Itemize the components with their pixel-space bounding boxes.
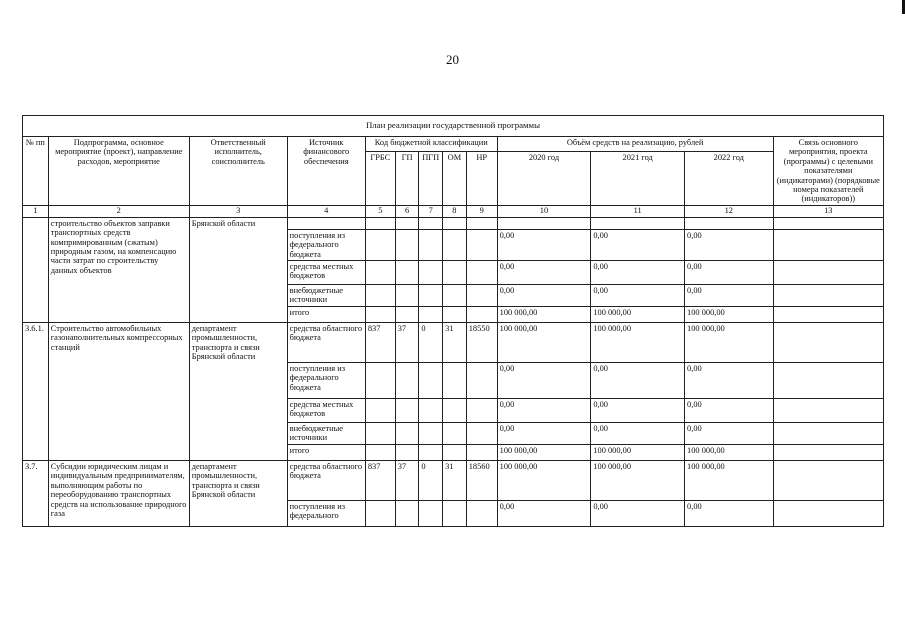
nr-cell [466,501,497,527]
pgp-cell [419,261,443,285]
responsible-cell: департамент промышленности, транспорта и связи Брянской области [189,323,287,461]
grbs-cell [365,399,395,423]
nr-cell [466,423,497,445]
grbs-cell [365,445,395,461]
nr-cell: 18560 [466,461,497,501]
source-cell: поступления из федерального бюджета [287,229,365,260]
pgp-cell [419,217,443,229]
amount-2020-cell: 100 000,00 [497,445,591,461]
indicator-link-cell [773,399,883,423]
om-cell [443,285,467,307]
pgp-cell [419,399,443,423]
pgp-cell [419,363,443,399]
pgp-cell [419,423,443,445]
header-no: № пп [23,137,49,206]
source-cell: поступления из федерального [287,501,365,527]
header-nr: НР [466,151,497,205]
amount-2022-cell: 100 000,00 [685,323,774,363]
om-cell: 31 [443,323,467,363]
amount-2021-cell: 100 000,00 [591,445,685,461]
header-link: Связь основного мероприятия, проекта (программы) с целевыми показателями (индикаторами) (порядковые номера показателей (индикаторов)) [773,137,883,206]
amount-2022-cell: 0,00 [685,501,774,527]
column-number-row [23,205,884,217]
indicator-link-cell [773,461,883,501]
indicator-link-cell [773,501,883,527]
column-number: 11 [591,205,685,217]
grbs-cell [365,307,395,323]
header-pgp: ПГП [419,151,443,205]
om-cell [443,399,467,423]
pgp-cell [419,445,443,461]
responsible-cell: Брянской области [189,217,287,322]
amount-2021-cell: 0,00 [591,363,685,399]
amount-2021-cell: 0,00 [591,229,685,260]
table-body [23,217,884,526]
nr-cell [466,285,497,307]
gp-cell [395,363,419,399]
amount-2021-cell: 0,00 [591,423,685,445]
amount-2020-cell: 100 000,00 [497,307,591,323]
indicator-link-cell [773,423,883,445]
nr-cell [466,307,497,323]
responsible-cell: департамент промышленности, транспорта и связи Брянской области [189,461,287,527]
source-cell: итого [287,307,365,323]
gp-cell [395,229,419,260]
amount-2022-cell: 0,00 [685,423,774,445]
table-row [23,323,884,363]
column-number: 7 [419,205,443,217]
amount-2020-cell: 0,00 [497,399,591,423]
amount-2022-cell: 100 000,00 [685,445,774,461]
column-number: 10 [497,205,591,217]
amount-2022-cell: 0,00 [685,285,774,307]
amount-2020-cell: 0,00 [497,363,591,399]
column-number: 2 [48,205,189,217]
indicator-link-cell [773,285,883,307]
grbs-cell [365,229,395,260]
header-grbs: ГРБС [365,151,395,205]
column-number: 5 [365,205,395,217]
column-number: 13 [773,205,883,217]
grbs-cell: 837 [365,461,395,501]
amount-2020-cell: 0,00 [497,423,591,445]
header-gp: ГП [395,151,419,205]
amount-2020-cell: 0,00 [497,285,591,307]
amount-2021-cell: 0,00 [591,399,685,423]
program-plan-table [22,115,884,527]
column-number: 6 [395,205,419,217]
header-2022: 2022 год [685,151,774,205]
amount-2020-cell: 0,00 [497,501,591,527]
header-source: Источник финансового обеспечения [287,137,365,206]
column-number: 4 [287,205,365,217]
indicator-link-cell [773,363,883,399]
header-subprogram: Подпрограмма, основное мероприятие (проект), направление расходов, мероприятие [48,137,189,206]
om-cell [443,363,467,399]
gp-cell [395,423,419,445]
pgp-cell [419,285,443,307]
gp-cell: 37 [395,323,419,363]
column-number: 1 [23,205,49,217]
page-number: 20 [446,52,459,67]
amount-2021-cell: 100 000,00 [591,307,685,323]
grbs-cell [365,285,395,307]
measure-name-cell: строительство объектов заправки транспортных средств компримированным (сжатым) природным газом, на компенсацию части затрат по строительству данных объектов [48,217,189,322]
nr-cell [466,363,497,399]
indicator-link-cell [773,323,883,363]
indicator-link-cell [773,261,883,285]
om-cell [443,229,467,260]
header-om: ОМ [443,151,467,205]
row-number-cell [23,217,49,322]
column-number: 12 [685,205,774,217]
row-number-cell: 3.6.1. [23,323,49,461]
amount-2020-cell: 100 000,00 [497,461,591,501]
gp-cell [395,285,419,307]
table-title: План реализации государственной программы [23,116,884,137]
table-row [23,217,884,229]
amount-2020-cell [497,217,591,229]
om-cell [443,423,467,445]
gp-cell [395,307,419,323]
nr-cell [466,261,497,285]
om-cell [443,445,467,461]
pgp-cell: 0 [419,323,443,363]
pgp-cell: 0 [419,461,443,501]
indicator-link-cell [773,307,883,323]
measure-name-cell: Строительство автомобильных газонаполнительных компрессорных станций [48,323,189,461]
pgp-cell [419,307,443,323]
gp-cell [395,445,419,461]
table-row [23,461,884,501]
source-cell: средства местных бюджетов [287,399,365,423]
column-number: 3 [189,205,287,217]
nr-cell [466,229,497,260]
om-cell [443,261,467,285]
amount-2022-cell [685,217,774,229]
amount-2021-cell: 0,00 [591,261,685,285]
source-cell: внебюджетные источники [287,423,365,445]
row-number-cell: 3.7. [23,461,49,527]
source-cell: средства местных бюджетов [287,261,365,285]
amount-2021-cell [591,217,685,229]
indicator-link-cell [773,229,883,260]
amount-2020-cell: 0,00 [497,229,591,260]
measure-name-cell: Субсидии юридическим лицам и индивидуальным предпринимателям, выполняющим работы по переоборудованию транспортных средств на использование природного газа [48,461,189,527]
gp-cell [395,399,419,423]
grbs-cell [365,217,395,229]
pgp-cell [419,229,443,260]
header-volume: Объём средств на реализацию, рублей [497,137,773,152]
amount-2022-cell: 0,00 [685,229,774,260]
source-cell: средства областного бюджета [287,461,365,501]
grbs-cell [365,261,395,285]
source-cell: поступления из федерального бюджета [287,363,365,399]
gp-cell: 37 [395,461,419,501]
nr-cell: 18550 [466,323,497,363]
gp-cell [395,261,419,285]
nr-cell [466,217,497,229]
amount-2020-cell: 0,00 [497,261,591,285]
om-cell [443,501,467,527]
source-cell: внебюджетные источники [287,285,365,307]
amount-2021-cell: 100 000,00 [591,461,685,501]
amount-2022-cell: 0,00 [685,363,774,399]
grbs-cell: 837 [365,323,395,363]
amount-2021-cell: 100 000,00 [591,323,685,363]
source-cell: средства областного бюджета [287,323,365,363]
amount-2021-cell: 0,00 [591,285,685,307]
gp-cell [395,217,419,229]
grbs-cell [365,363,395,399]
amount-2022-cell: 100 000,00 [685,461,774,501]
grbs-cell [365,423,395,445]
pgp-cell [419,501,443,527]
column-number: 8 [443,205,467,217]
header-2021: 2021 год [591,151,685,205]
indicator-link-cell [773,217,883,229]
column-number: 9 [466,205,497,217]
amount-2020-cell: 100 000,00 [497,323,591,363]
om-cell: 31 [443,461,467,501]
indicator-link-cell [773,445,883,461]
amount-2022-cell: 0,00 [685,399,774,423]
amount-2022-cell: 100 000,00 [685,307,774,323]
gp-cell [395,501,419,527]
amount-2021-cell: 0,00 [591,501,685,527]
om-cell [443,307,467,323]
header-2020: 2020 год [497,151,591,205]
amount-2022-cell: 0,00 [685,261,774,285]
nr-cell [466,445,497,461]
source-cell [287,217,365,229]
nr-cell [466,399,497,423]
om-cell [443,217,467,229]
grbs-cell [365,501,395,527]
header-responsible: Ответственный исполнитель, соисполнитель [189,137,287,206]
header-budget-code: Код бюджетной классификации [365,137,497,152]
source-cell: итого [287,445,365,461]
